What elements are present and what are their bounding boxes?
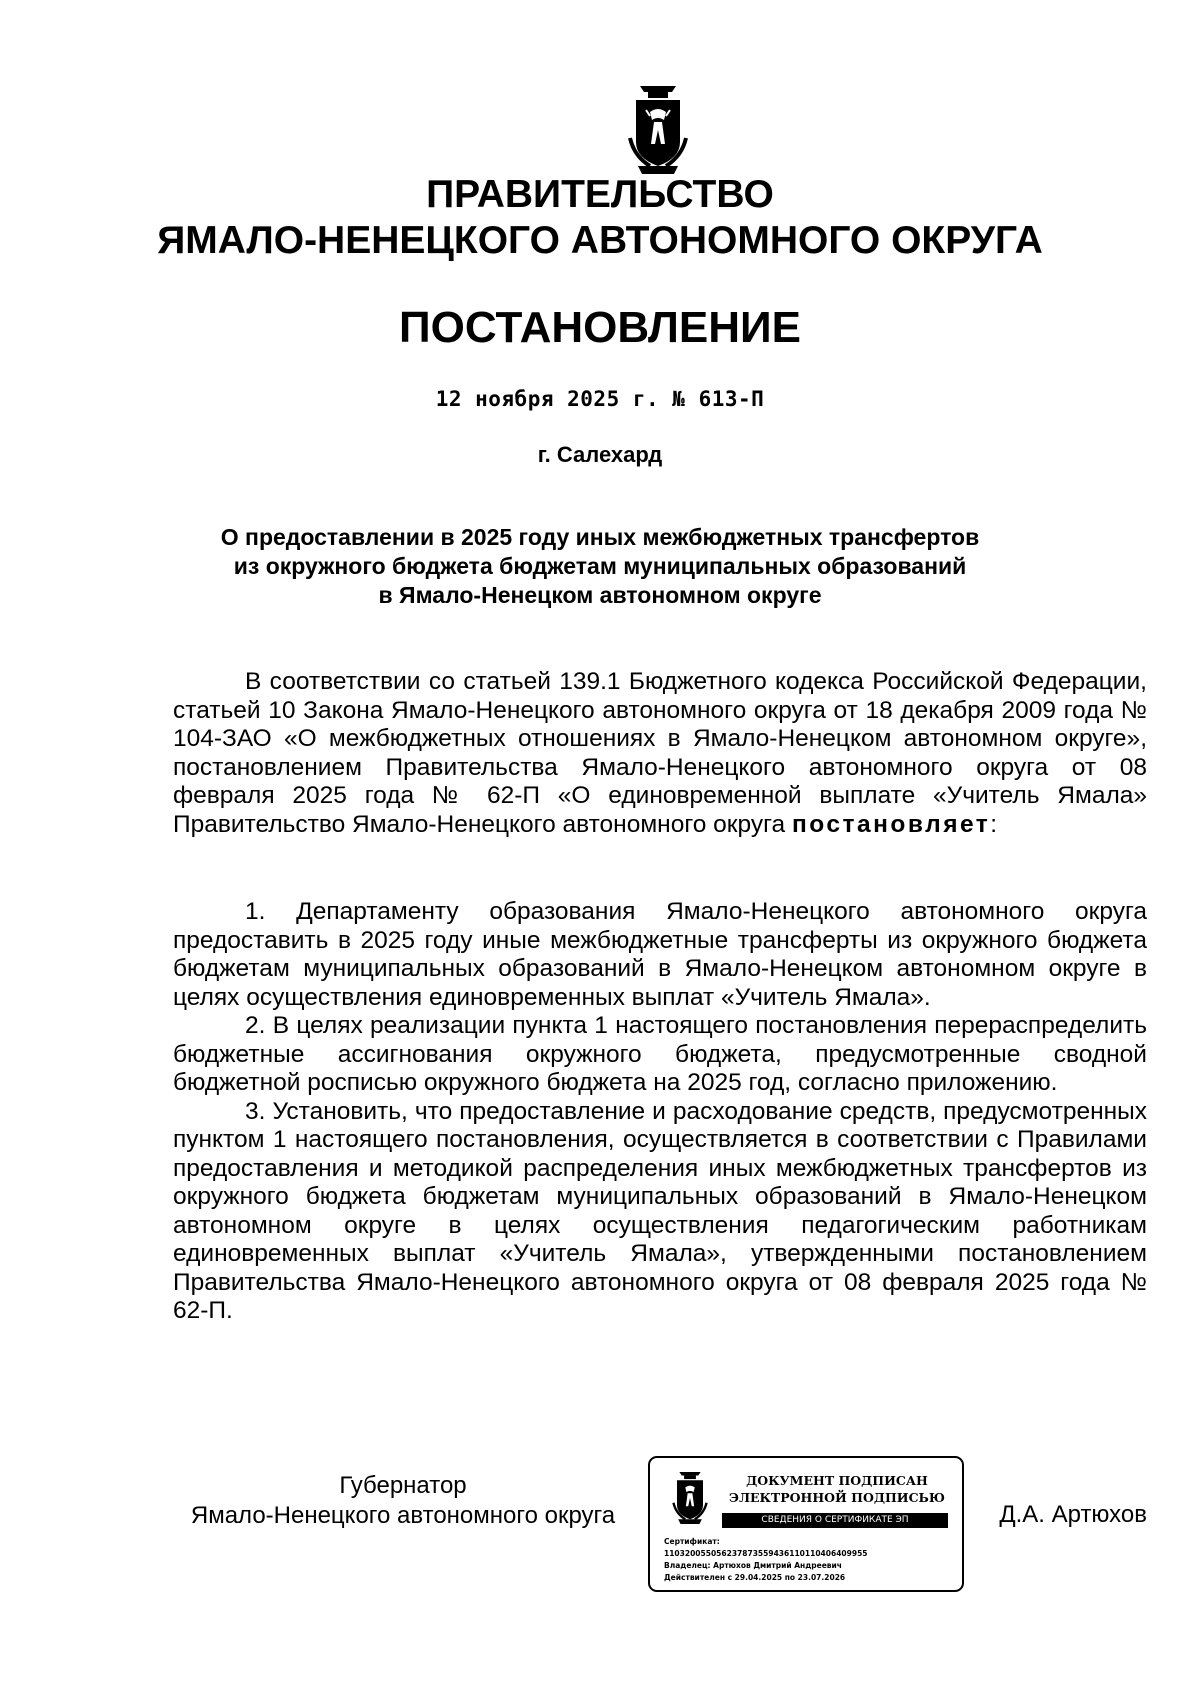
organization-name-line2: ЯМАЛО-НЕНЕЦКОГО АВТОНОМНОГО ОКРУГА [157, 219, 1043, 262]
document-title-line: в Ямало-Ненецком автономном округе [378, 582, 822, 608]
stamp-certificate-details [664, 1536, 954, 1584]
document-type: ПОСТАНОВЛЕНИЕ [398, 303, 802, 352]
certificate-label: Сертификат: [664, 1537, 720, 1546]
preamble-paragraph [173, 668, 1147, 839]
preamble [173, 668, 1147, 839]
document-city: г. Салехард [537, 442, 663, 467]
document-date-number: 12 ноября 2025 г. № 613-П [435, 387, 765, 411]
coat-of-arms-emblem [670, 1472, 710, 1524]
preamble-text: В соответствии со статьей 139.1 Бюджетного кодекса Российской Федерации, статьей 10 Закона Ямало-Ненецкого автономного округа от 18 декабря 2009 года № 104-ЗАО «О межбюджетных отношениях в Ямало-Ненецком автономном округе», постановлением Правительства Ямало-Ненецкого автономного округа от 08 февраля 2025 года № 62-П «О единовременной выплате «Учитель Ямала» Правительство Ямало-Ненецкого автономного округа [173, 668, 1147, 838]
decree-item: 2. В целях реализации пункта 1 настоящего постановления перераспределить бюджетные ассигнования окружного бюджета, предусмотренные сводной бюджетной росписью окружного бюджета на 2025 год, согласно приложению. [173, 1012, 1147, 1096]
organization-name-line1: ПРАВИТЕЛЬСТВО [426, 173, 774, 216]
decree-item: 3. Установить, что предоставление и расходование средств, предусмотренных пунктом 1 настоящего постановления, осуществляется в соответствии с Правилами предоставления и методикой распределения иных межбюджетных трансфертов из окружного бюджета бюджетам муниципальных образований в Ямало-Ненецком автономном округе в целях осуществления педагогическим работникам единовременных выплат «Учитель Ямала», утвержденными постановлением Правительства Ямало-Ненецкого автономного округа от 08 февраля 2025 года № 62-П. [173, 1097, 1147, 1324]
stamp-title-line: ДОКУМЕНТ ПОДПИСАН [746, 1473, 928, 1488]
stamp-title-line: ЭЛЕКТРОННОЙ ПОДПИСЬЮ [729, 1490, 945, 1505]
decree-items [173, 898, 1147, 1326]
stamp-certificate-bar: СВЕДЕНИЯ О СЕРТИФИКАТЕ ЭП [722, 1513, 948, 1528]
certificate-number: 110320055056237873559436110110406409955 [664, 1549, 868, 1558]
certificate-owner: Владелец: Артюхов Дмитрий Андреевич [664, 1561, 842, 1570]
preamble-end: : [990, 810, 998, 838]
electronic-signature-stamp [648, 1456, 964, 1592]
document-title-line: из окружного бюджета бюджетам муниципальных образований [233, 553, 967, 579]
stamp-title [722, 1472, 952, 1506]
signatory-name: Д.А. Артюхов [999, 1501, 1147, 1528]
decree-item: 1. Департаменту образования Ямало-Ненецкого автономного округа предоставить в 2025 году иные межбюджетные трансферты из окружного бюджета бюджетам муниципальных образований в Ямало-Ненецком автономном округе в целях осуществления единовременных выплат «Учитель Ямала». [173, 898, 1147, 1011]
document-title-line: О предоставлении в 2025 году иных межбюджетных трансфертов [220, 524, 980, 550]
certificate-validity: Действителен с 29.04.2025 по 23.07.2026 [664, 1573, 846, 1582]
signatory-position-line: Губернатор [339, 1472, 467, 1499]
decrees-word: постановляет [791, 810, 991, 838]
coat-of-arms-emblem [628, 86, 688, 174]
document-title [160, 523, 1040, 610]
signatory-position [173, 1471, 633, 1531]
signatory-position-line: Ямало-Ненецкого автономного округа [190, 1502, 616, 1529]
